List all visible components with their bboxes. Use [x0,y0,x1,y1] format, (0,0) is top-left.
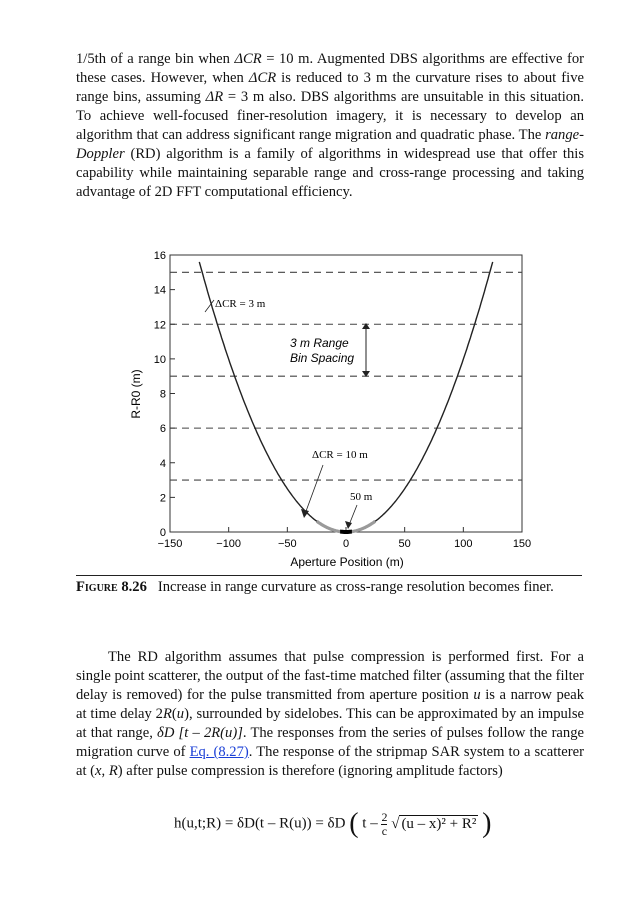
equation-t: t – [362,815,378,832]
y-tick-label: 10 [153,353,166,366]
para2-x: x [95,763,102,779]
y-axis-ticks [154,250,175,539]
equation [174,808,491,840]
para2-text-h: ) after pulse compression is therefore (ignoring amplitude factors) [117,763,503,779]
bin-spacing-arrowhead-bottom [362,371,370,377]
para1-text-b: = 10 m. Augmented DBS algorithms are effective for these cases. However, when [76,51,584,86]
annotation-dcr10-leader [305,465,323,514]
x-tick-label: −150 [157,538,183,550]
x-axis-label: Aperture Position (m) [290,555,404,569]
x-axis-ticks [158,527,532,550]
x-tick-label: −100 [216,538,242,550]
caption-rule [76,575,582,576]
series-dcr10-curve [317,521,376,532]
para1-text-d: = 3 m also. DBS algorithms are unsuitable in this situation. To achieve well-focused finer-resolution imagery, it is necessary to develop an algorithm that can address significant range migration and quadratic phase. The [76,89,584,143]
para1-text-e: (RD) algorithm is a family of algorithms in widespread use that offer this capability while maintaining separable range and cross-range processing and taking advantage of 2D FFT computational efficiency. [76,146,584,200]
y-tick-label: 0 [159,527,166,539]
equation-close-paren: ) [482,808,492,839]
plot-frame [170,255,522,532]
para1-dcr-2: ΔCR [248,70,277,86]
equation-denominator: c [381,823,388,838]
y-axis-label: R-R0 (m) [129,369,143,419]
caption-text: Increase in range curvature as cross-range resolution becomes finer. [157,579,554,595]
para1-dr: ΔR [205,89,224,105]
x-tick-label: 100 [454,538,473,550]
rd-paragraph [76,648,584,781]
y-tick-label: 6 [159,423,166,436]
dashed-levels [170,272,522,480]
annotation-dcr3-leader [205,300,214,312]
equation-sqrt: √ (u – x)² + R² [391,815,477,832]
annotation-dcr10: ΔCR = 10 m [312,449,368,461]
para2-R: R [162,706,172,722]
annotation-fifty: 50 m [350,491,373,503]
annotation-dcr10-arrowhead [301,509,309,518]
equation-radicand: (u – x)² + R² [401,815,477,832]
para2-u2: u [176,706,185,722]
equation-open-paren: ( [349,808,359,839]
plot-border [170,255,522,532]
y-tick-label: 8 [159,388,166,401]
para2-text-b: is a narrow peak at time delay 2 [76,687,585,722]
para1-rd-term: range-Doppler [76,127,584,162]
y-tick-label: 2 [159,492,166,505]
y-tick-label: 16 [153,250,166,262]
intro-paragraph [76,50,584,202]
para1-text-a: 1/5th of a range bin when [76,51,235,67]
para1-dcr-1: ΔCR [234,51,262,67]
y-tick-label: 4 [159,457,166,470]
figure-caption [76,578,584,596]
eq-8-27-link[interactable]: Eq. (8.27) [189,744,249,760]
annotation-bin-line2: Bin Spacing [290,351,355,365]
annotation-fifty-leader [349,505,357,525]
bin-spacing-arrowhead-top [362,323,370,329]
y-tick-label: 12 [153,319,166,332]
annotation-fifty-arrowhead [345,521,352,529]
series-dcr3-curve [199,262,492,532]
para1-text-c: is reduced to 3 m the curvature rises to about five range bins, assuming [76,70,584,105]
series-layer [199,262,492,532]
para2-text-c: ( [171,706,177,722]
para2-text-d: ), surrounded by sidelobes. This can be approximated by an impulse at that range, [76,706,584,741]
para2-u: u [473,687,481,703]
para2-text-e: . The responses from the series of pulses follow the range migration curve of [76,725,584,760]
x-tick-label: 0 [342,538,350,550]
caption-label: Figure 8.26 [76,579,147,595]
para2-R2: R [108,763,118,779]
para2-text-f: . The response of the stripmap SAR system to a scatterer at ( [76,744,584,779]
x-tick-label: −50 [277,538,297,550]
para2-text-a: The RD algorithm assumes that pulse compression is performed first. For a single point scatterer, the output of the fast-time matched filter (assuming that the filter delay is removed) for the pulse transmitted from aperture position [76,649,584,703]
annotation-dcr3: ΔCR = 3 m [215,298,266,310]
x-tick-label: 150 [512,538,532,550]
equation-lhs: h(u,t;R) = δD(t – R(u)) = δD [174,815,346,832]
x-tick-label: 50 [398,538,411,550]
para2-text-g: , [101,763,109,779]
annotation-bin-line1: 3 m Range [290,336,349,350]
y-tick-label: 14 [153,284,166,297]
equation-numerator: 2 [381,809,388,824]
equation-fraction [381,811,387,838]
para2-delta: δD [t – 2R(u)] [157,725,243,741]
